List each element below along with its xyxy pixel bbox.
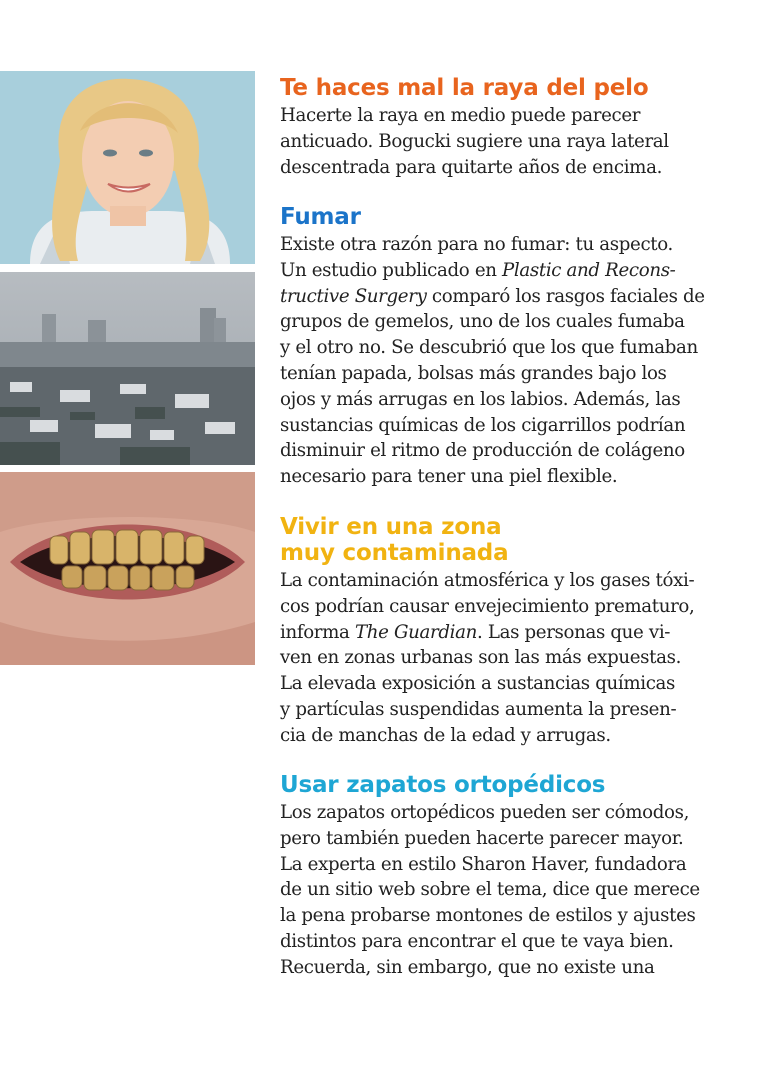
title-line: muy contaminada — [280, 540, 509, 566]
text-line — [280, 284, 750, 310]
text-run: informa — [280, 621, 355, 643]
section-body — [280, 103, 750, 180]
text-line: La contaminación atmosférica y los gases tóxi- — [280, 570, 695, 591]
text-line: distintos para encontrar el que te vaya bien. — [280, 930, 674, 952]
section-body — [280, 800, 750, 981]
text-line: ojos y más arrugas en los labios. Además, las — [280, 388, 681, 410]
section-title: Te haces mal la raya del pelo — [280, 75, 649, 101]
text-run: comparó los rasgos faciales de — [426, 285, 705, 307]
section-title: Fumar — [280, 204, 361, 230]
text-line: tenían papada, bolsas más grandes bajo los — [280, 362, 667, 384]
text-line: de un sitio web sobre el tema, dice que merece — [280, 879, 700, 901]
text-line: disminuir el ritmo de producción de colágeno — [280, 440, 685, 462]
newspaper-title: The Guardian — [354, 621, 477, 643]
text-line: La experta en estilo Sharon Haver, fundadora — [280, 853, 687, 875]
teeth-image — [0, 472, 255, 665]
text-line: sustancias químicas de los cigarrillos podrían — [280, 414, 686, 436]
photo-polluted-city — [0, 272, 255, 465]
photo-stained-teeth — [0, 472, 255, 665]
text-line: Los zapatos ortopédicos pueden ser cómodos, — [280, 802, 690, 823]
text-line: cia de manchas de la edad y arrugas. — [280, 724, 611, 746]
section-title: Usar zapatos ortopédicos — [280, 772, 606, 798]
section-orthopedic-shoes — [280, 772, 750, 981]
section-smoking — [280, 204, 750, 490]
section-hair-parting — [280, 75, 750, 180]
text-line: y el otro no. Se descubrió que los que fumaban — [280, 337, 698, 359]
text-line: anticuado. Bogucki sugiere una raya lateral — [280, 130, 669, 152]
section-body — [280, 232, 750, 490]
section-pollution — [280, 514, 750, 749]
text-run: . Las personas que vi- — [476, 621, 671, 643]
journal-title: Plastic and Recons- — [502, 259, 676, 281]
photo-smiling-woman — [0, 71, 255, 264]
text-line: descentrada para quitarte años de encima. — [280, 156, 663, 178]
text-line: Hacerte la raya en medio puede parecer — [280, 105, 641, 126]
text-line: cos podrían causar envejecimiento prematuro, — [280, 595, 695, 617]
title-line: Vivir en una zona — [280, 514, 502, 540]
text-line: Existe otra razón para no fumar: tu aspecto. — [280, 234, 673, 255]
city-image — [0, 272, 255, 465]
journal-title: tructive Surgery — [280, 285, 427, 307]
text-line — [280, 258, 750, 284]
text-line: La elevada exposición a sustancias químicas — [280, 673, 676, 695]
text-line: necesario para tener una piel flexible. — [280, 466, 618, 488]
text-run: Un estudio publicado en — [280, 259, 503, 281]
text-line: pero también pueden hacerte parecer mayor. — [280, 827, 684, 849]
text-line: y partículas suspendidas aumenta la presen- — [280, 698, 677, 720]
woman-image — [0, 71, 255, 264]
text-line: ven en zonas urbanas son las más expuestas. — [280, 647, 682, 669]
text-line: grupos de gemelos, uno de los cuales fumaba — [280, 311, 685, 333]
section-body — [280, 568, 750, 749]
text-line: Recuerda, sin embargo, que no existe una — [280, 956, 655, 978]
section-title — [280, 514, 750, 566]
text-line: la pena probarse montones de estilos y ajustes — [280, 905, 696, 927]
text-line — [280, 620, 750, 646]
